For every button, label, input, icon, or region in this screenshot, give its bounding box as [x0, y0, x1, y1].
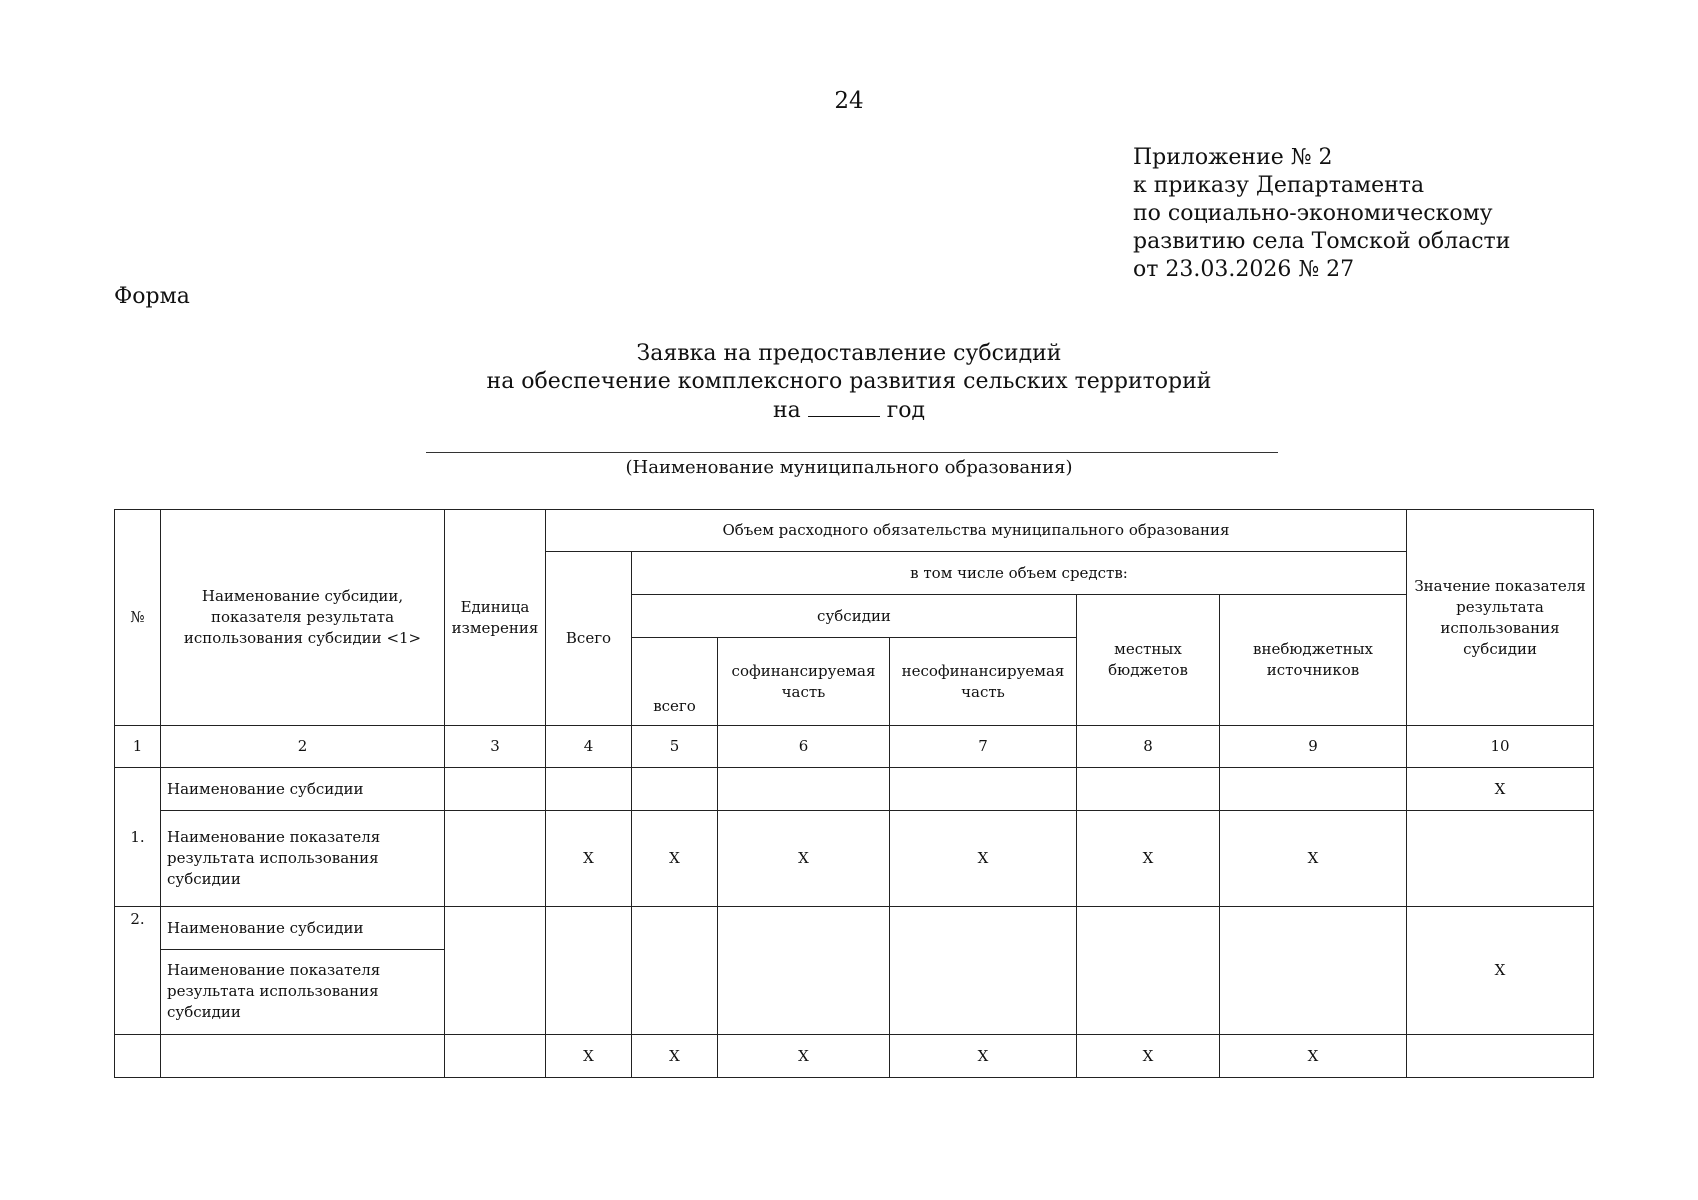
unit-cell[interactable] — [445, 811, 546, 907]
cofinanced-cell[interactable] — [718, 907, 890, 1035]
x-mark: Х — [718, 811, 890, 907]
x-mark: Х — [632, 1035, 718, 1078]
row-number-cell[interactable] — [115, 1035, 161, 1078]
column-number: 2 — [161, 726, 445, 768]
appendix-line: развитию села Томской области — [1133, 229, 1511, 254]
x-mark: Х — [546, 1035, 632, 1078]
indicator-name-cell: Наименование показателя результата использования субсидии — [167, 961, 381, 1021]
year-blank-field[interactable] — [808, 396, 880, 417]
x-mark: Х — [890, 811, 1077, 907]
local-budgets-cell[interactable] — [1077, 907, 1220, 1035]
x-mark: Х — [890, 1035, 1077, 1078]
header-subsidies: субсидии — [632, 595, 1077, 638]
total-cell[interactable] — [546, 768, 632, 811]
appendix-block — [1133, 144, 1510, 284]
subsidy-name-cell: Наименование субсидии — [161, 907, 444, 950]
header-non-cofinanced: несофинансируемая часть — [890, 638, 1077, 726]
column-number: 5 — [632, 726, 718, 768]
row-number: 2. — [115, 907, 161, 1035]
row-number: 1. — [115, 768, 161, 907]
header-including: в том числе объем средств: — [632, 552, 1407, 595]
header-indicator-value: Значение показателя результата использования субсидии — [1407, 510, 1594, 726]
name-cell-stack — [161, 907, 445, 1035]
x-mark: Х — [1077, 1035, 1220, 1078]
table-row — [115, 1035, 1594, 1078]
title-year-suffix: год — [886, 398, 926, 423]
header-number: № — [115, 510, 161, 726]
x-mark: Х — [718, 1035, 890, 1078]
municipality-caption: (Наименование муниципального образования) — [625, 457, 1073, 478]
unit-cell[interactable] — [445, 768, 546, 811]
column-number-row — [115, 726, 1594, 768]
cofinanced-cell[interactable] — [718, 768, 890, 811]
header-obligation: Объем расходного обязательства муниципального образования — [546, 510, 1407, 552]
table-row — [115, 811, 1594, 907]
header-name: Наименование субсидии, показателя результата использования субсидии <1> — [161, 510, 445, 726]
x-mark: Х — [1407, 768, 1594, 811]
municipality-name-field[interactable] — [426, 452, 1278, 453]
header-cofinanced: софинансируемая часть — [718, 638, 890, 726]
indicator-value-cell[interactable] — [1407, 811, 1594, 907]
unit-cell[interactable] — [445, 907, 546, 1035]
extrabudgetary-cell[interactable] — [1220, 768, 1407, 811]
indicator-value-cell[interactable] — [1407, 1035, 1594, 1078]
header-local-budgets: местных бюджетов — [1077, 595, 1220, 726]
x-mark: Х — [1077, 811, 1220, 907]
table-row — [115, 907, 1594, 1035]
x-mark: Х — [632, 811, 718, 907]
page-number: 24 — [834, 88, 864, 114]
x-mark: Х — [1407, 907, 1594, 1035]
subsidy-request-table — [114, 509, 1594, 1078]
non-cofinanced-cell[interactable] — [890, 768, 1077, 811]
subsidies-total-cell[interactable] — [632, 768, 718, 811]
column-number: 8 — [1077, 726, 1220, 768]
header-subsidies-total: всего — [632, 638, 718, 726]
indicator-name-cell: Наименование показателя результата использования субсидии — [161, 811, 445, 907]
column-number: 7 — [890, 726, 1077, 768]
document-title — [0, 340, 1698, 425]
subsidies-total-cell[interactable] — [632, 907, 718, 1035]
extrabudgetary-cell[interactable] — [1220, 907, 1407, 1035]
column-number: 3 — [445, 726, 546, 768]
appendix-line: от 23.03.2026 № 27 — [1133, 257, 1355, 282]
header-total: Всего — [546, 552, 632, 726]
table-row — [115, 768, 1594, 811]
non-cofinanced-cell[interactable] — [890, 907, 1077, 1035]
title-line-2: на обеспечение комплексного развития сельских территорий — [486, 369, 1212, 394]
header-extrabudgetary: внебюджетных источников — [1220, 595, 1407, 726]
appendix-line: к приказу Департамента — [1133, 173, 1425, 198]
title-line-1: Заявка на предоставление субсидий — [636, 341, 1062, 366]
name-cell[interactable] — [161, 1035, 445, 1078]
x-mark: Х — [1220, 811, 1407, 907]
local-budgets-cell[interactable] — [1077, 768, 1220, 811]
form-label: Форма — [114, 284, 190, 309]
title-year-prefix: на — [772, 398, 801, 423]
header-unit: Единица измерения — [445, 510, 546, 726]
appendix-line: Приложение № 2 — [1133, 145, 1333, 170]
total-cell[interactable] — [546, 907, 632, 1035]
column-number: 4 — [546, 726, 632, 768]
column-number: 1 — [115, 726, 161, 768]
column-number: 6 — [718, 726, 890, 768]
subsidy-name-cell: Наименование субсидии — [161, 768, 445, 811]
title-line-3 — [0, 396, 1698, 425]
appendix-line: по социально-экономическому — [1133, 201, 1493, 226]
x-mark: Х — [546, 811, 632, 907]
x-mark: Х — [1220, 1035, 1407, 1078]
unit-cell[interactable] — [445, 1035, 546, 1078]
column-number: 10 — [1407, 726, 1594, 768]
column-number: 9 — [1220, 726, 1407, 768]
